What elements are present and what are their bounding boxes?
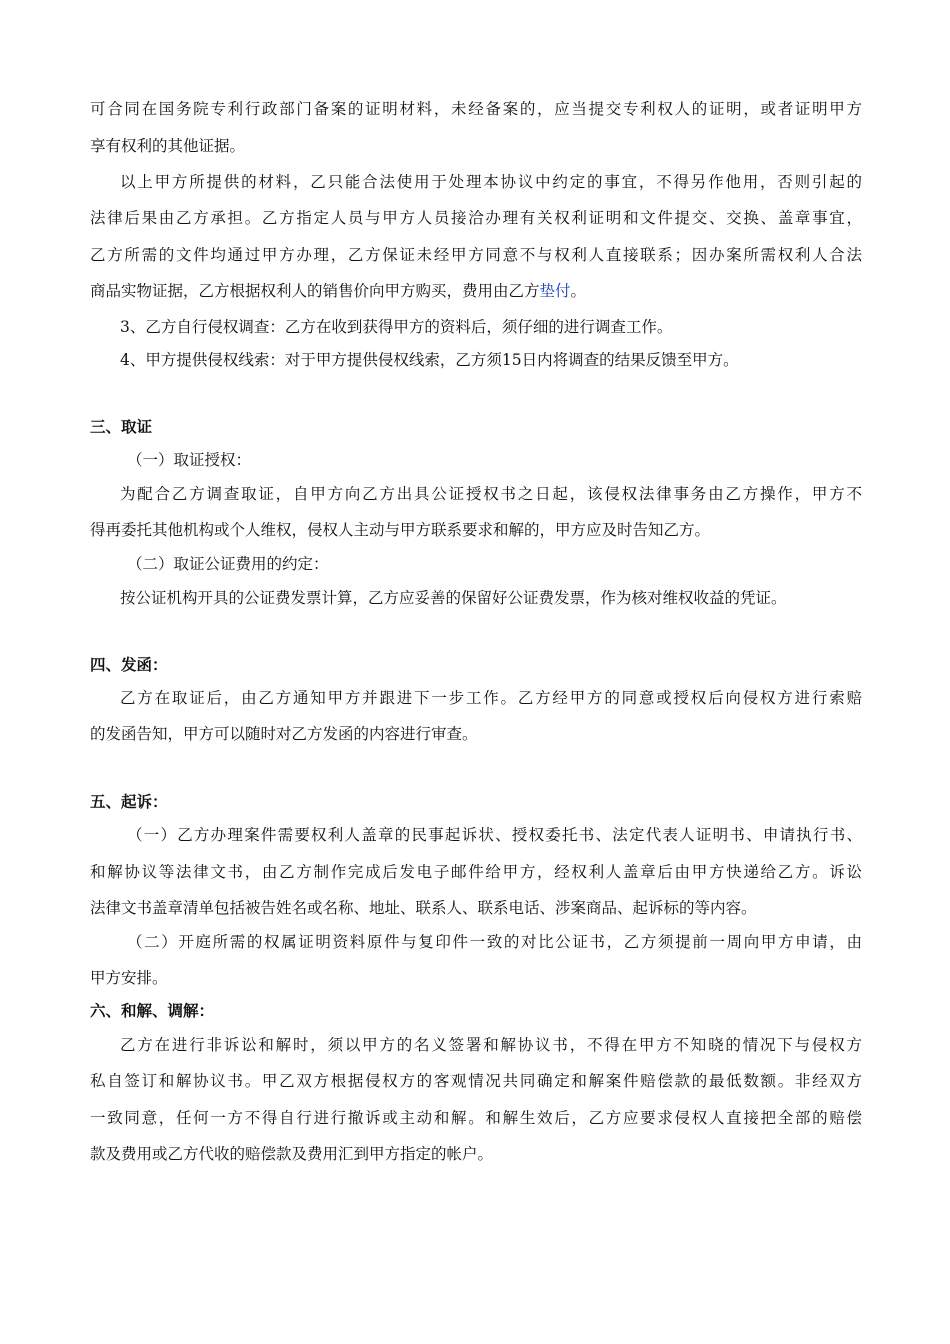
section-5-heading: 五、起诉： [90,792,168,811]
section-6-line-4: 款及费用或乙方代收的赔偿款及费用汇到甲方指定的帐户。 [90,1145,494,1163]
section-6-line-2: 私自签订和解协议书。甲乙双方根据侵权方的客观情况共同确定和解案件赔偿款的最低数额。非经双方 [90,1072,862,1090]
section-5-sub-1-line-3: 法律文书盖章清单包括被告姓名或名称、地址、联系人、联系电话、涉案商品、起诉标的等内容。 [90,899,757,917]
section-5-sub-1-line-1: （一）乙方办理案件需要权利人盖章的民事起诉状、授权委托书、法定代表人证明书、申请执行书、 [127,826,862,844]
section-4-line-1: 乙方在取证后，由乙方通知甲方并跟进下一步工作。乙方经甲方的同意或授权后向侵权方进行索赔 [120,689,862,707]
item-4: 4、甲方提供侵权线索：对于甲方提供侵权线索，乙方须15日内将调查的结果反馈至甲方。 [120,351,739,369]
item-3: 3、乙方自行侵权调查：乙方在收到获得甲方的资料后，须仔细的进行调查工作。 [120,318,673,336]
section-3-sub-1: （一）取证授权： [127,451,252,469]
section-6-line-3: 一致同意，任何一方不得自行进行撤诉或主动和解。和解生效后，乙方应要求侵权人直接把全部的赔偿 [90,1109,862,1127]
section-6-line-1: 乙方在进行非诉讼和解时，须以甲方的名义签署和解协议书，不得在甲方不知晓的情况下与侵权方 [120,1036,862,1054]
section-5-sub-1-line-2: 和解协议等法律文书，由乙方制作完成后发电子邮件给甲方，经权利人盖章后由甲方快递给乙方。诉讼 [90,863,862,881]
para-2-line-4-end: 。 [570,282,587,300]
prepay-link[interactable]: 垫付 [539,282,571,300]
para-1-line-1: 可合同在国务院专利行政部门备案的证明材料，未经备案的，应当提交专利权人的证明，或者证明甲方 [90,100,862,118]
section-3-sub-1-line-2: 得再委托其他机构或个人维权，侵权人主动与甲方联系要求和解的，甲方应及时告知乙方。 [90,521,711,539]
para-1-line-2: 享有权利的其他证据。 [90,137,246,155]
para-2-line-1: 以上甲方所提供的材料，乙只能合法使用于处理本协议中约定的事宜，不得另作他用，否则引起的 [120,173,862,191]
section-3-sub-2-line-1: 按公证机构开具的公证费发票计算，乙方应妥善的保留好公证费发票，作为核对维权收益的凭证。 [120,589,787,607]
para-2-line-3: 乙方所需的文件均通过甲方办理，乙方保证未经甲方同意不与权利人直接联系；因办案所需权利人合法 [90,246,862,264]
section-3-sub-2: （二）取证公证费用的约定： [127,555,329,573]
para-2-line-4-text: 商品实物证据，乙方根据权利人的销售价向甲方购买，费用由乙方 [90,282,540,300]
section-5-sub-2-line-1: （二）开庭所需的权属证明资料原件与复印件一致的对比公证书，乙方须提前一周向甲方申请，由 [127,933,862,951]
section-6-heading: 六、和解、调解： [90,1001,215,1020]
section-3-sub-1-line-1: 为配合乙方调查取证，自甲方向乙方出具公证授权书之日起，该侵权法律事务由乙方操作，甲方不 [120,485,862,503]
section-4-heading: 四、发函： [90,655,168,674]
para-2-line-4 [90,281,862,301]
section-3-heading: 三、取证 [90,417,153,436]
section-5-sub-2-line-2: 甲方安排。 [90,969,168,987]
para-2-line-2: 法律后果由乙方承担。乙方指定人员与甲方人员接洽办理有关权利证明和文件提交、交换、盖章事宜， [90,209,862,227]
section-4-line-2: 的发函告知，甲方可以随时对乙方发函的内容进行审查。 [90,725,478,743]
